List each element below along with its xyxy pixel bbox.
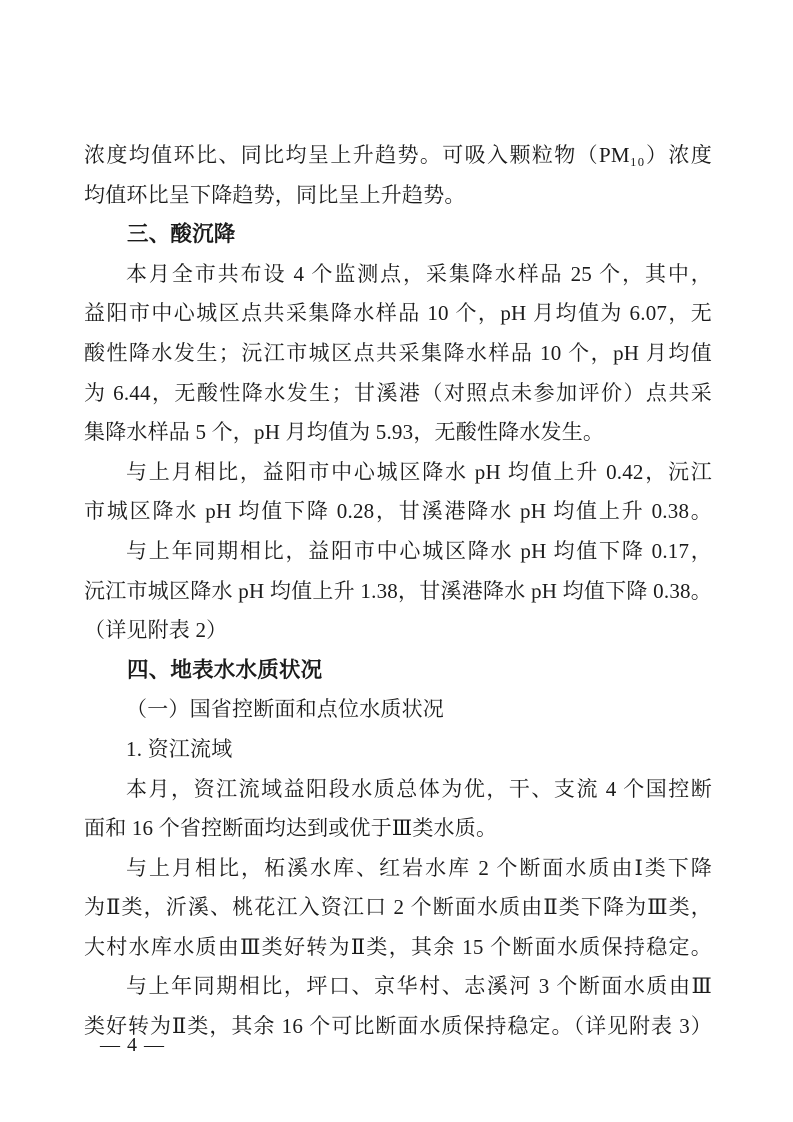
text-line: 与上年同期相比，益阳市中心城区降水 pH 均值下降 0.17， (126, 538, 712, 563)
text-line: 与上月相比，益阳市中心城区降水 pH 均值上升 0.42，沅江 (126, 459, 712, 484)
subheading-national-provincial-sections: （一）国省控断面和点位水质状况 (126, 697, 444, 722)
page-number: — 4 — (100, 1034, 165, 1056)
text-line: 酸性降水发生；沅江市城区点共采集降水样品 10 个，pH 月均值 (84, 340, 712, 365)
text-line: 市城区降水 pH 均值下降 0.28，甘溪港降水 pH 均值上升 0.38。 (84, 499, 712, 524)
heading-acid-deposition: 三、酸沉降 (127, 222, 236, 247)
text-line: 沅江市城区降水 pH 均值上升 1.38，甘溪港降水 pH 均值下降 0.38。 (84, 578, 712, 603)
heading-surface-water-quality: 四、地表水水质状况 (127, 657, 323, 682)
text-line: 为Ⅱ类，沂溪、桃花江入资江口 2 个断面水质由Ⅱ类下降为Ⅲ类， (84, 895, 712, 920)
text-line: 与上年同期相比，坪口、京华村、志溪河 3 个断面水质由Ⅲ (126, 974, 712, 999)
text-line: 本月全市共布设 4 个监测点，采集降水样品 25 个，其中， (126, 261, 712, 286)
text-line: 面和 16 个省控断面均达到或优于Ⅲ类水质。 (84, 816, 498, 841)
subheading-zijiang-basin: 1. 资江流域 (126, 736, 233, 761)
text-line: 本月，资江流域益阳段水质总体为优，干、支流 4 个国控断 (126, 776, 712, 801)
document-body (84, 136, 712, 1047)
text-line: 集降水样品 5 个，pH 月均值为 5.93，无酸性降水发生。 (84, 420, 605, 445)
text-line: 类好转为Ⅱ类，其余 16 个可比断面水质保持稳定。（详见附表 3） (84, 1014, 712, 1039)
text-line: 大村水库水质由Ⅲ类好转为Ⅱ类，其余 15 个断面水质保持稳定。 (84, 934, 712, 959)
text-line: （详见附表 2） (84, 618, 228, 643)
text-line: 浓度均值环比、同比均呈上升趋势。可吸入颗粒物（PM₁₀）浓度 (84, 143, 712, 167)
text-line: 为 6.44，无酸性降水发生；甘溪港（对照点未参加评价）点共采 (84, 380, 712, 405)
text-line: 均值环比呈下降趋势，同比呈上升趋势。 (84, 182, 466, 207)
text-line: 益阳市中心城区点共采集降水样品 10 个，pH 月均值为 6.07，无 (84, 301, 712, 326)
text-line: 与上月相比，柘溪水库、红岩水库 2 个断面水质由Ⅰ类下降 (126, 855, 712, 880)
